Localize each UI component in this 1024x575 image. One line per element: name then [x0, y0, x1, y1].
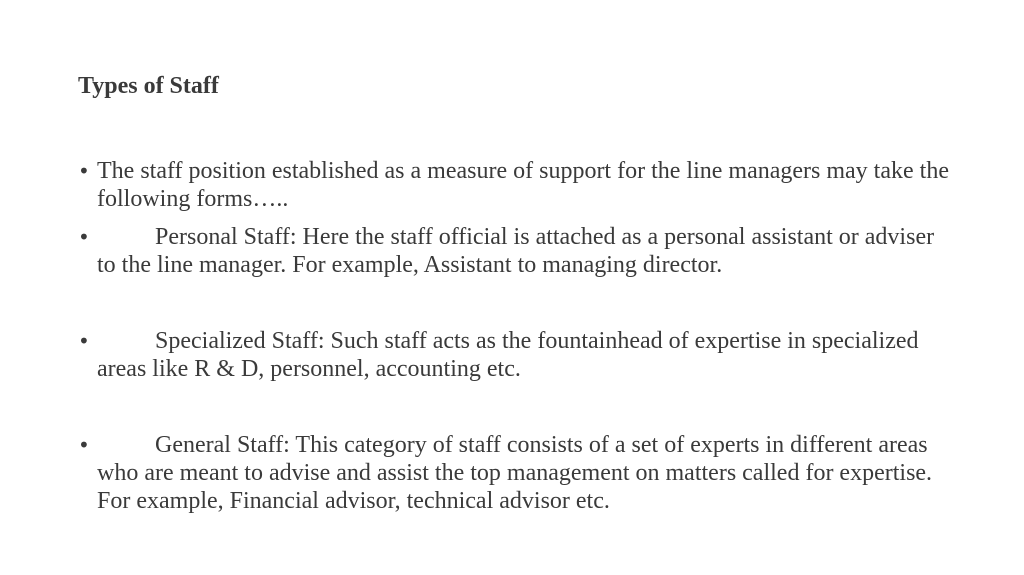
bullet-marker: •: [78, 433, 90, 457]
slide-title: Types of Staff: [78, 73, 219, 99]
bullet-text: The staff position established as a measure of support for the line managers may take the following forms…..: [97, 158, 949, 212]
bullet-marker: •: [78, 159, 90, 183]
bullet-text-wrapper: [97, 327, 958, 383]
bullet-text: Personal Staff: Here the staff official is attached as a personal assistant or adviser to the line manager. For example, Assistant to managing director.: [97, 224, 935, 278]
bullet-marker: •: [78, 225, 90, 249]
bullet-text-wrapper: [97, 431, 958, 515]
bullet-item-personal-staff: [78, 223, 958, 279]
bullet-text: General Staff: This category of staff consists of a set of experts in different areas who are meant to advise and assist the top management on matters called for expertise. For example, Financial advisor, technical advisor etc.: [97, 432, 933, 514]
bullet-marker: •: [78, 329, 90, 353]
bullet-text-wrapper: [97, 223, 958, 279]
bullet-item-forms: [78, 157, 958, 213]
bullet-text: Specialized Staff: Such staff acts as the fountainhead of expertise in specialized areas like R & D, personnel, accounting etc.: [97, 328, 919, 382]
bullet-item-specialized-staff: [78, 327, 958, 383]
bullet-item-general-staff: [78, 431, 958, 515]
